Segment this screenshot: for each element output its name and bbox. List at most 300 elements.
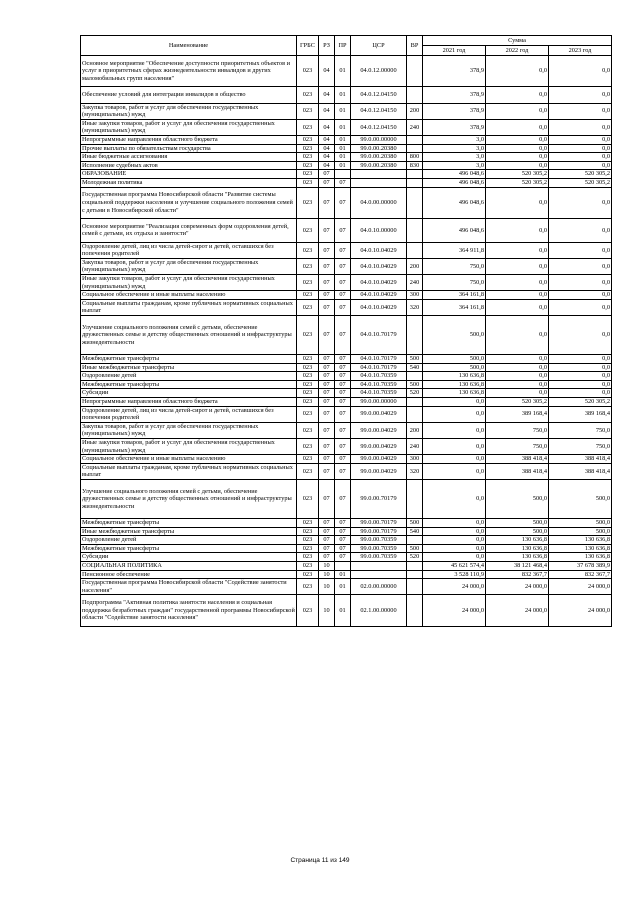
cell-2023: 0,0 — [549, 161, 612, 170]
cell-2021: 130 636,8 — [423, 389, 486, 398]
cell-2021: 130 636,8 — [423, 372, 486, 381]
cell-rz: 07 — [319, 463, 335, 479]
cell-2022: 0,0 — [486, 363, 549, 372]
cell-2022: 520 305,2 — [486, 178, 549, 187]
cell-2022: 24 000,0 — [486, 579, 549, 595]
table-row — [81, 579, 612, 595]
table-row — [81, 422, 612, 438]
cell-2021: 500,0 — [423, 355, 486, 364]
cell-grbs: 023 — [297, 144, 319, 153]
cell-2022: 24 000,0 — [486, 595, 549, 626]
cell-grbs: 023 — [297, 463, 319, 479]
cell-2022: 0,0 — [486, 187, 549, 218]
cell-2023: 388 418,4 — [549, 455, 612, 464]
table-row — [81, 544, 612, 553]
cell-2023: 0,0 — [549, 103, 612, 119]
cell-2022: 130 636,8 — [486, 544, 549, 553]
cell-2022: 500,0 — [486, 479, 549, 518]
cell-vr — [407, 87, 423, 103]
table-row — [81, 518, 612, 527]
cell-grbs: 023 — [297, 398, 319, 407]
cell-rz: 07 — [319, 544, 335, 553]
cell-pr: 07 — [335, 463, 351, 479]
cell-rz: 04 — [319, 135, 335, 144]
cell-2022: 0,0 — [486, 389, 549, 398]
table-row — [81, 479, 612, 518]
cell-rz: 07 — [319, 518, 335, 527]
cell-vr — [407, 170, 423, 179]
cell-vr: 500 — [407, 355, 423, 364]
cell-2023: 24 000,0 — [549, 579, 612, 595]
cell-2023: 0,0 — [549, 355, 612, 364]
cell-csr: 04.0.10.00000 — [351, 218, 407, 242]
cell-grbs: 023 — [297, 242, 319, 258]
cell-grbs: 023 — [297, 527, 319, 536]
cell-grbs: 023 — [297, 56, 319, 87]
cell-2021: 45 621 574,4 — [423, 561, 486, 570]
cell-vr — [407, 570, 423, 579]
cell-rz: 10 — [319, 595, 335, 626]
cell-csr: 99.0.00.04029 — [351, 406, 407, 422]
cell-2021: 0,0 — [423, 544, 486, 553]
cell-2023: 130 636,8 — [549, 544, 612, 553]
cell-pr: 07 — [335, 299, 351, 315]
cell-2023: 750,0 — [549, 422, 612, 438]
cell-csr: 04.0.10.70179 — [351, 355, 407, 364]
cell-pr: 01 — [335, 595, 351, 626]
cell-vr — [407, 56, 423, 87]
cell-grbs: 023 — [297, 178, 319, 187]
cell-2021: 3 528 110,9 — [423, 570, 486, 579]
cell-rz: 07 — [319, 299, 335, 315]
cell-pr: 07 — [335, 518, 351, 527]
cell-2023: 0,0 — [549, 363, 612, 372]
cell-grbs: 023 — [297, 170, 319, 179]
cell-rz: 07 — [319, 178, 335, 187]
table-row — [81, 144, 612, 153]
cell-pr: 07 — [335, 455, 351, 464]
cell-rz: 04 — [319, 103, 335, 119]
table-row — [81, 218, 612, 242]
cell-grbs: 023 — [297, 103, 319, 119]
cell-name: Социальные выплаты гражданам, кроме публичных нормативных социальных выплат — [81, 299, 297, 315]
cell-2022: 0,0 — [486, 135, 549, 144]
cell-2022: 0,0 — [486, 242, 549, 258]
cell-2021: 0,0 — [423, 518, 486, 527]
cell-vr — [407, 144, 423, 153]
cell-2021: 364 161,8 — [423, 299, 486, 315]
cell-pr: 07 — [335, 242, 351, 258]
cell-2021: 3,0 — [423, 135, 486, 144]
cell-grbs: 023 — [297, 363, 319, 372]
cell-2022: 0,0 — [486, 153, 549, 162]
cell-pr: 07 — [335, 422, 351, 438]
cell-rz: 07 — [319, 406, 335, 422]
cell-2023: 832 367,7 — [549, 570, 612, 579]
cell-2023: 0,0 — [549, 299, 612, 315]
cell-2023: 0,0 — [549, 56, 612, 87]
cell-2022: 388 418,4 — [486, 455, 549, 464]
cell-grbs: 023 — [297, 316, 319, 355]
cell-rz: 07 — [319, 242, 335, 258]
cell-2022: 130 636,8 — [486, 553, 549, 562]
cell-grbs: 023 — [297, 258, 319, 274]
cell-name: Оздоровление детей — [81, 372, 297, 381]
cell-2022: 0,0 — [486, 103, 549, 119]
cell-grbs: 023 — [297, 355, 319, 364]
cell-pr — [335, 561, 351, 570]
cell-name: Социальные выплаты гражданам, кроме публичных нормативных социальных выплат — [81, 463, 297, 479]
cell-csr: 04.0.10.70179 — [351, 316, 407, 355]
cell-pr: 07 — [335, 389, 351, 398]
cell-2021: 378,9 — [423, 56, 486, 87]
cell-rz: 07 — [319, 479, 335, 518]
cell-grbs: 023 — [297, 87, 319, 103]
cell-2021: 3,0 — [423, 153, 486, 162]
cell-2023: 0,0 — [549, 380, 612, 389]
cell-pr: 07 — [335, 355, 351, 364]
cell-2021: 3,0 — [423, 144, 486, 153]
cell-name: Оздоровление детей, лиц из числа детей-сирот и детей, оставшихся без попечения родителей — [81, 406, 297, 422]
cell-csr: 04.0.10.04029 — [351, 299, 407, 315]
cell-vr — [407, 398, 423, 407]
cell-rz: 10 — [319, 570, 335, 579]
cell-vr: 830 — [407, 161, 423, 170]
cell-name: ОБРАЗОВАНИЕ — [81, 170, 297, 179]
cell-grbs: 023 — [297, 119, 319, 135]
cell-rz: 07 — [319, 258, 335, 274]
cell-grbs: 023 — [297, 536, 319, 545]
table-row — [81, 153, 612, 162]
cell-2021: 0,0 — [423, 422, 486, 438]
cell-rz: 07 — [319, 527, 335, 536]
cell-pr: 07 — [335, 291, 351, 300]
cell-pr: 07 — [335, 363, 351, 372]
cell-grbs: 023 — [297, 438, 319, 454]
cell-vr — [407, 561, 423, 570]
cell-pr — [335, 170, 351, 179]
cell-vr — [407, 218, 423, 242]
cell-grbs: 023 — [297, 299, 319, 315]
cell-2021: 0,0 — [423, 536, 486, 545]
cell-vr — [407, 579, 423, 595]
cell-grbs: 023 — [297, 561, 319, 570]
cell-csr: 99.0.00.20380 — [351, 153, 407, 162]
cell-vr — [407, 372, 423, 381]
cell-grbs: 023 — [297, 455, 319, 464]
cell-csr: 99.0.00.70359 — [351, 544, 407, 553]
cell-2022: 750,0 — [486, 438, 549, 454]
cell-pr: 01 — [335, 579, 351, 595]
cell-2021: 24 000,0 — [423, 579, 486, 595]
cell-2023: 389 168,4 — [549, 406, 612, 422]
cell-vr: 200 — [407, 422, 423, 438]
cell-2021: 496 048,6 — [423, 178, 486, 187]
cell-rz: 07 — [319, 398, 335, 407]
cell-name: Межбюджетные трансферты — [81, 518, 297, 527]
table-row — [81, 595, 612, 626]
cell-pr: 07 — [335, 544, 351, 553]
cell-2021: 750,0 — [423, 275, 486, 291]
cell-csr — [351, 561, 407, 570]
cell-2021: 496 048,6 — [423, 218, 486, 242]
cell-pr: 07 — [335, 380, 351, 389]
cell-rz: 04 — [319, 161, 335, 170]
cell-2021: 378,9 — [423, 87, 486, 103]
cell-csr — [351, 570, 407, 579]
cell-rz: 10 — [319, 579, 335, 595]
cell-name: Молодежная политика — [81, 178, 297, 187]
cell-pr: 01 — [335, 103, 351, 119]
cell-name: Улучшение социального положения семей с детьми, обеспечение дружественных семье и детству общественных отношений и инфраструктуры жизнедеятельности — [81, 479, 297, 518]
cell-2022: 38 121 468,4 — [486, 561, 549, 570]
header-pr: ПР — [335, 36, 351, 56]
cell-vr — [407, 316, 423, 355]
cell-2021: 0,0 — [423, 438, 486, 454]
cell-grbs: 023 — [297, 291, 319, 300]
cell-grbs: 023 — [297, 380, 319, 389]
cell-name: Иные закупки товаров, работ и услуг для обеспечения государственных (муниципальных) нужд — [81, 438, 297, 454]
cell-rz: 07 — [319, 389, 335, 398]
cell-rz: 04 — [319, 153, 335, 162]
cell-rz: 07 — [319, 218, 335, 242]
cell-vr: 500 — [407, 518, 423, 527]
cell-rz: 07 — [319, 291, 335, 300]
cell-2021: 0,0 — [423, 455, 486, 464]
cell-pr: 07 — [335, 372, 351, 381]
cell-2022: 0,0 — [486, 380, 549, 389]
cell-vr: 500 — [407, 380, 423, 389]
header-year-2021: 2021 год — [423, 46, 486, 56]
table-row — [81, 56, 612, 87]
cell-vr: 320 — [407, 463, 423, 479]
table-row — [81, 170, 612, 179]
cell-vr — [407, 479, 423, 518]
cell-vr: 520 — [407, 553, 423, 562]
cell-rz: 07 — [319, 355, 335, 364]
cell-name: Исполнение судебных актов — [81, 161, 297, 170]
cell-grbs: 023 — [297, 153, 319, 162]
cell-csr: 02.1.00.00000 — [351, 595, 407, 626]
cell-csr: 99.0.00.00000 — [351, 135, 407, 144]
cell-csr — [351, 170, 407, 179]
cell-grbs: 023 — [297, 406, 319, 422]
cell-2021: 496 048,6 — [423, 170, 486, 179]
cell-pr: 07 — [335, 178, 351, 187]
table-row — [81, 536, 612, 545]
header-grbs: ГРБС — [297, 36, 319, 56]
cell-grbs: 023 — [297, 275, 319, 291]
cell-2023: 0,0 — [549, 258, 612, 274]
cell-csr: 99.0.00.70179 — [351, 518, 407, 527]
cell-2023: 0,0 — [549, 144, 612, 153]
cell-2022: 520 305,2 — [486, 170, 549, 179]
cell-2023: 0,0 — [549, 316, 612, 355]
table-body — [81, 56, 612, 627]
cell-2022: 0,0 — [486, 275, 549, 291]
cell-2023: 130 636,8 — [549, 536, 612, 545]
table-row — [81, 299, 612, 315]
cell-name: Иные межбюджетные трансферты — [81, 363, 297, 372]
cell-pr: 01 — [335, 87, 351, 103]
cell-2023: 500,0 — [549, 518, 612, 527]
cell-name: СОЦИАЛЬНАЯ ПОЛИТИКА — [81, 561, 297, 570]
cell-2023: 388 418,4 — [549, 463, 612, 479]
cell-rz: 07 — [319, 372, 335, 381]
cell-csr: 04.0.10.04029 — [351, 291, 407, 300]
cell-csr: 04.0.12.04150 — [351, 87, 407, 103]
table-row — [81, 103, 612, 119]
cell-2021: 0,0 — [423, 479, 486, 518]
cell-csr: 04.0.10.04029 — [351, 242, 407, 258]
cell-2023: 0,0 — [549, 242, 612, 258]
table-row — [81, 119, 612, 135]
table-row — [81, 455, 612, 464]
cell-vr: 200 — [407, 103, 423, 119]
cell-grbs: 023 — [297, 135, 319, 144]
table-row — [81, 316, 612, 355]
cell-vr — [407, 187, 423, 218]
cell-vr: 540 — [407, 363, 423, 372]
cell-2023: 500,0 — [549, 479, 612, 518]
header-vr: ВР — [407, 36, 423, 56]
cell-pr: 07 — [335, 479, 351, 518]
table-row — [81, 561, 612, 570]
cell-vr: 800 — [407, 153, 423, 162]
cell-name: Социальное обеспечение и иные выплаты населению — [81, 291, 297, 300]
cell-rz: 04 — [319, 87, 335, 103]
cell-grbs: 023 — [297, 389, 319, 398]
cell-2022: 0,0 — [486, 218, 549, 242]
cell-rz: 04 — [319, 144, 335, 153]
cell-2023: 520 305,2 — [549, 398, 612, 407]
cell-2023: 0,0 — [549, 87, 612, 103]
cell-2023: 130 636,8 — [549, 553, 612, 562]
cell-csr: 99.0.00.20380 — [351, 161, 407, 170]
cell-vr — [407, 595, 423, 626]
cell-grbs: 023 — [297, 553, 319, 562]
cell-2022: 388 418,4 — [486, 463, 549, 479]
header-name: Наименование — [81, 36, 297, 56]
table-row — [81, 570, 612, 579]
cell-csr: 04.0.10.70179 — [351, 363, 407, 372]
cell-csr: 02.0.00.00000 — [351, 579, 407, 595]
cell-csr: 04.0.10.70359 — [351, 389, 407, 398]
cell-2021: 0,0 — [423, 398, 486, 407]
cell-grbs: 023 — [297, 579, 319, 595]
cell-csr: 04.0.00.00000 — [351, 187, 407, 218]
cell-rz: 07 — [319, 363, 335, 372]
cell-name: Иные межбюджетные трансферты — [81, 527, 297, 536]
cell-2021: 0,0 — [423, 463, 486, 479]
cell-2022: 389 168,4 — [486, 406, 549, 422]
cell-vr: 520 — [407, 389, 423, 398]
cell-name: Иные бюджетные ассигнования — [81, 153, 297, 162]
cell-name: Оздоровление детей — [81, 536, 297, 545]
cell-grbs: 023 — [297, 518, 319, 527]
table-row — [81, 178, 612, 187]
cell-name: Субсидии — [81, 553, 297, 562]
table-row — [81, 372, 612, 381]
cell-csr — [351, 178, 407, 187]
cell-csr: 99.0.00.04029 — [351, 438, 407, 454]
cell-csr: 04.0.10.70359 — [351, 372, 407, 381]
cell-2022: 0,0 — [486, 299, 549, 315]
cell-name: Межбюджетные трансферты — [81, 380, 297, 389]
cell-vr: 500 — [407, 544, 423, 553]
cell-rz: 10 — [319, 561, 335, 570]
cell-name: Закупка товаров, работ и услуг для обеспечения государственных (муниципальных) нужд — [81, 422, 297, 438]
cell-pr: 07 — [335, 218, 351, 242]
cell-name: Непрограммные направления областного бюджета — [81, 398, 297, 407]
cell-pr: 07 — [335, 398, 351, 407]
cell-name: Закупка товаров, работ и услуг для обеспечения государственных (муниципальных) нужд — [81, 258, 297, 274]
cell-2021: 500,0 — [423, 316, 486, 355]
cell-name: Пенсионное обеспечение — [81, 570, 297, 579]
cell-rz: 07 — [319, 455, 335, 464]
cell-csr: 04.0.12.04150 — [351, 103, 407, 119]
cell-rz: 07 — [319, 380, 335, 389]
cell-csr: 99.0.00.20380 — [351, 144, 407, 153]
table-row — [81, 438, 612, 454]
cell-2022: 0,0 — [486, 372, 549, 381]
cell-2022: 0,0 — [486, 291, 549, 300]
header-csr: ЦСР — [351, 36, 407, 56]
table-row — [81, 291, 612, 300]
cell-2023: 0,0 — [549, 218, 612, 242]
cell-2023: 0,0 — [549, 372, 612, 381]
cell-csr: 99.0.00.70359 — [351, 553, 407, 562]
cell-rz: 04 — [319, 56, 335, 87]
table-row — [81, 187, 612, 218]
cell-pr: 07 — [335, 553, 351, 562]
cell-name: Основное мероприятие "Реализация современных форм оздоровления детей, семей с детьми, их отдыха и занятости" — [81, 218, 297, 242]
table-row — [81, 406, 612, 422]
cell-2022: 0,0 — [486, 161, 549, 170]
cell-name: Субсидии — [81, 389, 297, 398]
cell-2022: 500,0 — [486, 527, 549, 536]
cell-2023: 0,0 — [549, 187, 612, 218]
table-row — [81, 527, 612, 536]
cell-grbs: 023 — [297, 161, 319, 170]
cell-csr: 99.0.00.04029 — [351, 422, 407, 438]
cell-pr: 07 — [335, 438, 351, 454]
cell-grbs: 023 — [297, 422, 319, 438]
cell-2023: 0,0 — [549, 119, 612, 135]
cell-grbs: 023 — [297, 544, 319, 553]
cell-2023: 500,0 — [549, 527, 612, 536]
cell-pr: 07 — [335, 187, 351, 218]
table-row — [81, 258, 612, 274]
cell-rz: 07 — [319, 553, 335, 562]
cell-vr — [407, 536, 423, 545]
cell-2022: 130 636,8 — [486, 536, 549, 545]
cell-pr: 07 — [335, 275, 351, 291]
cell-rz: 07 — [319, 187, 335, 218]
cell-name: Подпрограмма "Активная политика занятости населения и социальная поддержка безработных граждан" государственной программы Новосибирской области "Содействие занятости населения" — [81, 595, 297, 626]
cell-csr: 04.0.12.00000 — [351, 56, 407, 87]
cell-2021: 0,0 — [423, 553, 486, 562]
cell-2023: 750,0 — [549, 438, 612, 454]
cell-grbs: 023 — [297, 595, 319, 626]
cell-rz: 07 — [319, 438, 335, 454]
cell-rz: 07 — [319, 536, 335, 545]
cell-pr: 07 — [335, 527, 351, 536]
cell-name: Государственная программа Новосибирской области "Содействие занятости населения" — [81, 579, 297, 595]
cell-2021: 496 048,6 — [423, 187, 486, 218]
budget-table — [80, 35, 612, 627]
cell-rz: 04 — [319, 119, 335, 135]
